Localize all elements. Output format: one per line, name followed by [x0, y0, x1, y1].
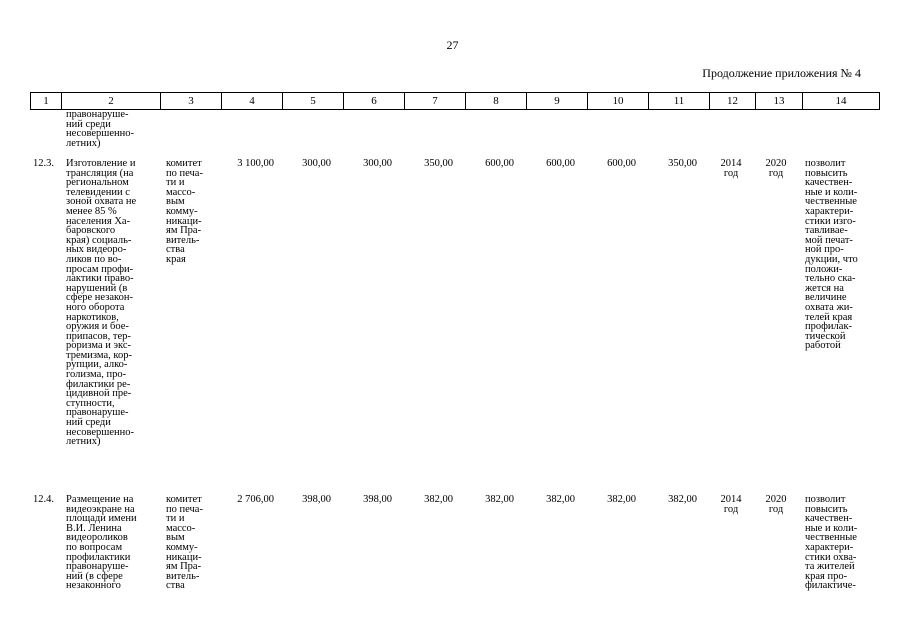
row-description: Размещение на видеоэкране на площади имени В.И. Ленина видеороликов по вопросам профилактики правонаруше- ний (в сфере незаконного — [66, 494, 137, 592]
appendix-continuation: Продолжение приложения № 4 — [702, 66, 861, 80]
row-value-2015: 398,00 — [363, 494, 392, 505]
col-header-9: 9 — [527, 93, 588, 110]
row-number: 12.4. — [33, 494, 54, 505]
row-end-year: 2020 год — [765, 158, 787, 179]
col-header-8: 8 — [466, 93, 527, 110]
row-description: Изготовление и трансляция (на региональном телевидении с зоной охвата не менее 85 % населения Ха- баровского края) социаль- ных видеоро- ликов по во- просам профи- лактики право- нарушений (в сфере незакон- ного оборота наркотиков, оружия и бое- припасов, тер- роризма и экс- тремизма, кор- рупции, алко- голизма, про- филактики ре- цидивной пре- ступности, правонаруше- ний среди несовершенно- летних) — [66, 158, 137, 448]
row-value-2019: 600,00 — [607, 158, 636, 169]
row-value-2018: 382,00 — [546, 494, 575, 505]
row-value-2015: 300,00 — [363, 158, 392, 169]
col-header-11: 11 — [649, 93, 710, 110]
row-start-year: 2014 год — [720, 494, 742, 515]
row-executor: комитет по печа- ти и массо- вым комму- никаци- ям Пра- витель- ства края — [166, 158, 203, 265]
col-header-13: 13 — [756, 93, 803, 110]
row-expected-result: позволит повысить качествен- ные и коли- чественные характери- стики охва- та жителей края про- филактиче- — [805, 494, 858, 592]
row-value-2017: 382,00 — [485, 494, 514, 505]
row-value-2019: 382,00 — [607, 494, 636, 505]
row-value-2016: 350,00 — [424, 158, 453, 169]
row-expected-result: позволит повысить качествен- ные и коли- чественные характери- стики изго- тавливае- мой печат- ной про- дукции, что положи- тельно ска- жется на величине охвата жи- телей края профилак- тической работой — [805, 158, 858, 352]
row-end-year: 2020 год — [765, 494, 787, 515]
page-number: 27 — [446, 38, 459, 52]
col-header-5: 5 — [283, 93, 344, 110]
row-total: 2 706,00 — [237, 494, 274, 505]
row-number: 12.3. — [33, 158, 54, 169]
column-header-row — [30, 92, 880, 110]
continued-description-fragment: правонаруше- ний среди несовершенно- летних) — [66, 109, 134, 149]
row-value-2020: 382,00 — [668, 494, 697, 505]
row-value-2016: 382,00 — [424, 494, 453, 505]
col-header-2: 2 — [62, 93, 161, 110]
col-header-10: 10 — [588, 93, 649, 110]
col-header-3: 3 — [161, 93, 222, 110]
row-start-year: 2014 год — [720, 158, 742, 179]
row-value-2020: 350,00 — [668, 158, 697, 169]
row-executor: комитет по печа- ти и массо- вым комму- никаци- ям Пра- витель- ства — [166, 494, 203, 592]
row-value-2017: 600,00 — [485, 158, 514, 169]
row-value-2018: 600,00 — [546, 158, 575, 169]
col-header-14: 14 — [803, 93, 880, 110]
row-value-2014: 398,00 — [302, 494, 331, 505]
col-header-6: 6 — [344, 93, 405, 110]
col-header-12: 12 — [710, 93, 756, 110]
col-header-7: 7 — [405, 93, 466, 110]
col-header-4: 4 — [222, 93, 283, 110]
col-header-1: 1 — [31, 93, 62, 110]
row-total: 3 100,00 — [237, 158, 274, 169]
row-value-2014: 300,00 — [302, 158, 331, 169]
